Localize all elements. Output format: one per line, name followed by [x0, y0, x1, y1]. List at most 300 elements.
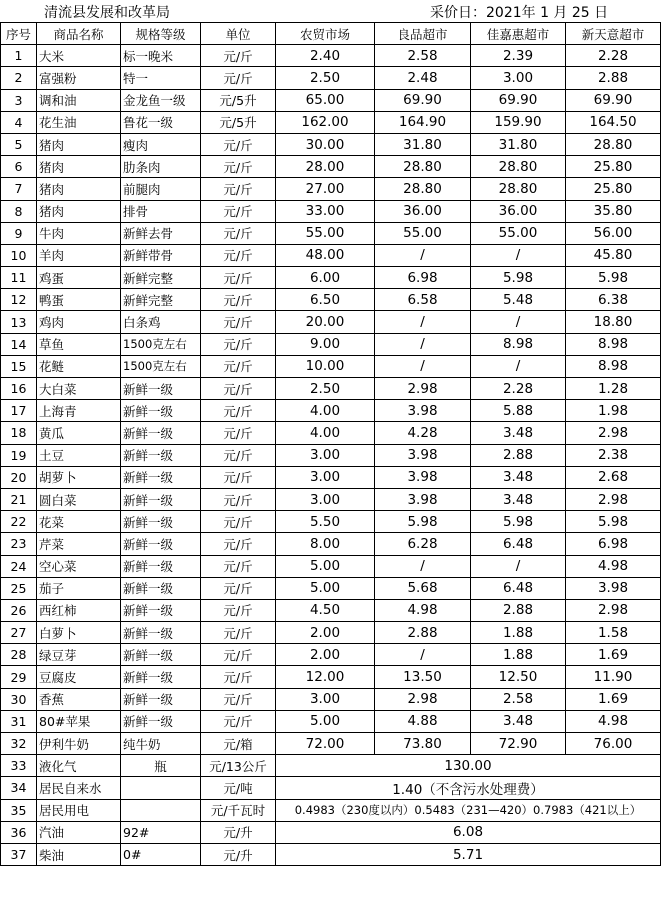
row-number: 13	[1, 311, 37, 333]
price-market: 5.00	[276, 555, 375, 577]
table-row	[1, 111, 661, 133]
price-xintianyi: 4.98	[566, 710, 661, 732]
product-spec: 新鲜一级	[121, 511, 201, 533]
row-number: 19	[1, 444, 37, 466]
price-liangpin: /	[375, 311, 471, 333]
table-header-row	[1, 23, 661, 45]
row-number: 33	[1, 755, 37, 777]
price-market: 27.00	[276, 178, 375, 200]
price-liangpin: 164.90	[375, 111, 471, 133]
table-row	[1, 178, 661, 200]
price-unit: 元/斤	[201, 289, 276, 311]
price-jiajiahui: 3.48	[471, 466, 566, 488]
row-number: 15	[1, 355, 37, 377]
price-market: 8.00	[276, 533, 375, 555]
product-spec: 新鲜一级	[121, 488, 201, 510]
price-market: 2.50	[276, 67, 375, 89]
product-name: 花鲢	[37, 355, 121, 377]
product-spec: 新鲜去骨	[121, 222, 201, 244]
price-xintianyi: 45.80	[566, 244, 661, 266]
table-row	[1, 622, 661, 644]
price-xintianyi: 4.98	[566, 555, 661, 577]
product-name: 茄子	[37, 577, 121, 599]
col-header-liangpin: 良品超市	[375, 23, 471, 45]
product-spec	[121, 799, 201, 821]
row-number: 16	[1, 378, 37, 400]
price-liangpin: 4.98	[375, 599, 471, 621]
row-number: 14	[1, 333, 37, 355]
price-market: 28.00	[276, 156, 375, 178]
price-jiajiahui: 2.58	[471, 688, 566, 710]
price-unit: 元/斤	[201, 133, 276, 155]
table-row-utility	[1, 777, 661, 799]
product-spec: 0#	[121, 843, 201, 865]
price-unit: 元/斤	[201, 378, 276, 400]
product-spec: 新鲜一级	[121, 666, 201, 688]
price-jiajiahui: 2.88	[471, 444, 566, 466]
table-row	[1, 244, 661, 266]
price-liangpin: /	[375, 355, 471, 377]
table-row-utility	[1, 799, 661, 821]
price-market: 12.00	[276, 666, 375, 688]
table-row	[1, 200, 661, 222]
table-row	[1, 89, 661, 111]
price-unit: 元/斤	[201, 622, 276, 644]
price-unit: 元/13公斤	[201, 755, 276, 777]
price-liangpin: 13.50	[375, 666, 471, 688]
price-xintianyi: 1.58	[566, 622, 661, 644]
product-name: 圆白菜	[37, 488, 121, 510]
price-unit: 元/斤	[201, 444, 276, 466]
table-row	[1, 133, 661, 155]
price-jiajiahui: 8.98	[471, 333, 566, 355]
price-unit: 元/5升	[201, 111, 276, 133]
price-liangpin: /	[375, 644, 471, 666]
price-market: 4.50	[276, 599, 375, 621]
merged-price-value: 5.71	[276, 843, 661, 865]
price-market: 9.00	[276, 333, 375, 355]
price-unit: 元/5升	[201, 89, 276, 111]
price-market: 162.00	[276, 111, 375, 133]
row-number: 34	[1, 777, 37, 799]
price-jiajiahui: 69.90	[471, 89, 566, 111]
price-unit: 元/斤	[201, 555, 276, 577]
price-jiajiahui: 31.80	[471, 133, 566, 155]
price-unit: 元/斤	[201, 267, 276, 289]
price-liangpin: 28.80	[375, 178, 471, 200]
table-row	[1, 466, 661, 488]
product-spec: 新鲜一级	[121, 577, 201, 599]
col-header-no: 序号	[1, 23, 37, 45]
table-row	[1, 156, 661, 178]
price-jiajiahui: 6.48	[471, 577, 566, 599]
price-unit: 元/斤	[201, 599, 276, 621]
price-xintianyi: 2.98	[566, 422, 661, 444]
price-market: 6.50	[276, 289, 375, 311]
row-number: 10	[1, 244, 37, 266]
row-number: 26	[1, 599, 37, 621]
product-name: 绿豆芽	[37, 644, 121, 666]
price-unit: 元/斤	[201, 644, 276, 666]
price-xintianyi: 1.69	[566, 644, 661, 666]
product-spec: 新鲜一级	[121, 466, 201, 488]
price-xintianyi: 2.98	[566, 488, 661, 510]
price-market: 5.50	[276, 511, 375, 533]
price-xintianyi: 35.80	[566, 200, 661, 222]
row-number: 20	[1, 466, 37, 488]
product-name: 大米	[37, 45, 121, 67]
price-jiajiahui: /	[471, 355, 566, 377]
col-header-market: 农贸市场	[276, 23, 375, 45]
product-name: 胡萝卜	[37, 466, 121, 488]
price-liangpin: /	[375, 333, 471, 355]
table-row	[1, 533, 661, 555]
price-unit: 元/斤	[201, 688, 276, 710]
table-row	[1, 555, 661, 577]
price-jiajiahui: 3.48	[471, 488, 566, 510]
price-market: 2.50	[276, 378, 375, 400]
price-unit: 元/吨	[201, 777, 276, 799]
col-header-spec: 规格等级	[121, 23, 201, 45]
price-liangpin: 69.90	[375, 89, 471, 111]
row-number: 28	[1, 644, 37, 666]
table-row-utility	[1, 821, 661, 843]
price-liangpin: 28.80	[375, 156, 471, 178]
product-name: 香蕉	[37, 688, 121, 710]
price-liangpin: 6.98	[375, 267, 471, 289]
price-unit: 元/斤	[201, 67, 276, 89]
survey-date: 采价日：2021年 1 月 25 日	[430, 5, 609, 21]
row-number: 23	[1, 533, 37, 555]
row-number: 1	[1, 45, 37, 67]
price-unit: 元/斤	[201, 45, 276, 67]
price-xintianyi: 25.80	[566, 178, 661, 200]
price-liangpin: /	[375, 244, 471, 266]
row-number: 17	[1, 400, 37, 422]
product-spec: 白条鸡	[121, 311, 201, 333]
price-xintianyi: 25.80	[566, 156, 661, 178]
price-xintianyi: 8.98	[566, 333, 661, 355]
price-jiajiahui: 12.50	[471, 666, 566, 688]
table-row	[1, 733, 661, 755]
table-row-utility	[1, 755, 661, 777]
price-unit: 元/斤	[201, 244, 276, 266]
price-xintianyi: 2.98	[566, 599, 661, 621]
price-market: 3.00	[276, 466, 375, 488]
product-spec: 新鲜带骨	[121, 244, 201, 266]
price-xintianyi: 2.88	[566, 67, 661, 89]
row-number: 36	[1, 821, 37, 843]
price-unit: 元/斤	[201, 666, 276, 688]
product-name: 居民用电	[37, 799, 121, 821]
price-market: 2.40	[276, 45, 375, 67]
product-spec: 新鲜一级	[121, 555, 201, 577]
price-jiajiahui: 5.88	[471, 400, 566, 422]
price-unit: 元/斤	[201, 422, 276, 444]
product-spec: 新鲜完整	[121, 289, 201, 311]
price-unit: 元/斤	[201, 200, 276, 222]
price-xintianyi: 6.98	[566, 533, 661, 555]
product-spec: 新鲜一级	[121, 422, 201, 444]
row-number: 5	[1, 133, 37, 155]
price-xintianyi: 1.69	[566, 688, 661, 710]
table-row	[1, 378, 661, 400]
table-row	[1, 45, 661, 67]
price-xintianyi: 28.80	[566, 133, 661, 155]
price-liangpin: 6.58	[375, 289, 471, 311]
price-jiajiahui: 3.00	[471, 67, 566, 89]
table-row	[1, 511, 661, 533]
product-name: 羊肉	[37, 244, 121, 266]
row-number: 35	[1, 799, 37, 821]
price-liangpin: 55.00	[375, 222, 471, 244]
price-unit: 元/斤	[201, 466, 276, 488]
price-xintianyi: 5.98	[566, 267, 661, 289]
product-name: 大白菜	[37, 378, 121, 400]
product-name: 液化气	[37, 755, 121, 777]
product-name: 居民自来水	[37, 777, 121, 799]
product-name: 花生油	[37, 111, 121, 133]
price-unit: 元/斤	[201, 156, 276, 178]
report-header	[0, 0, 661, 22]
price-jiajiahui: 36.00	[471, 200, 566, 222]
price-jiajiahui: 1.88	[471, 622, 566, 644]
price-xintianyi: 2.28	[566, 45, 661, 67]
product-spec: 前腿肉	[121, 178, 201, 200]
org-name: 清流县发展和改革局	[44, 5, 170, 21]
price-jiajiahui: 55.00	[471, 222, 566, 244]
price-xintianyi: 11.90	[566, 666, 661, 688]
price-xintianyi: 1.28	[566, 378, 661, 400]
price-liangpin: 3.98	[375, 466, 471, 488]
price-market: 3.00	[276, 444, 375, 466]
merged-price-value: 1.40（不含污水处理费）	[276, 777, 661, 799]
product-name: 鸡肉	[37, 311, 121, 333]
product-spec: 新鲜一级	[121, 400, 201, 422]
price-market: 2.00	[276, 622, 375, 644]
col-header-jiajiahui: 佳嘉惠超市	[471, 23, 566, 45]
product-spec: 瘦肉	[121, 133, 201, 155]
price-jiajiahui: 28.80	[471, 156, 566, 178]
price-market: 4.00	[276, 422, 375, 444]
price-liangpin: 3.98	[375, 488, 471, 510]
price-market: 72.00	[276, 733, 375, 755]
price-liangpin: /	[375, 555, 471, 577]
product-name: 黄瓜	[37, 422, 121, 444]
price-jiajiahui: 5.98	[471, 511, 566, 533]
price-jiajiahui: 5.98	[471, 267, 566, 289]
product-name: 鸭蛋	[37, 289, 121, 311]
product-spec: 新鲜完整	[121, 267, 201, 289]
price-jiajiahui: 28.80	[471, 178, 566, 200]
price-xintianyi: 18.80	[566, 311, 661, 333]
price-xintianyi: 8.98	[566, 355, 661, 377]
price-liangpin: 4.88	[375, 710, 471, 732]
table-row	[1, 222, 661, 244]
row-number: 18	[1, 422, 37, 444]
price-jiajiahui: /	[471, 311, 566, 333]
table-row	[1, 67, 661, 89]
price-liangpin: 2.88	[375, 622, 471, 644]
price-xintianyi: 164.50	[566, 111, 661, 133]
price-jiajiahui: /	[471, 244, 566, 266]
table-row	[1, 666, 661, 688]
price-market: 30.00	[276, 133, 375, 155]
price-jiajiahui: 6.48	[471, 533, 566, 555]
product-name: 伊利牛奶	[37, 733, 121, 755]
product-spec	[121, 777, 201, 799]
row-number: 2	[1, 67, 37, 89]
table-row	[1, 488, 661, 510]
product-spec: 新鲜一级	[121, 710, 201, 732]
price-unit: 元/斤	[201, 488, 276, 510]
product-spec: 92#	[121, 821, 201, 843]
price-xintianyi: 2.68	[566, 466, 661, 488]
table-row	[1, 710, 661, 732]
table-row	[1, 333, 661, 355]
price-unit: 元/斤	[201, 222, 276, 244]
price-unit: 元/斤	[201, 533, 276, 555]
row-number: 22	[1, 511, 37, 533]
product-name: 猪肉	[37, 178, 121, 200]
row-number: 11	[1, 267, 37, 289]
price-jiajiahui: 5.48	[471, 289, 566, 311]
product-spec: 新鲜一级	[121, 378, 201, 400]
row-number: 9	[1, 222, 37, 244]
product-spec: 金龙鱼一级	[121, 89, 201, 111]
price-liangpin: 2.58	[375, 45, 471, 67]
table-row	[1, 289, 661, 311]
price-liangpin: 36.00	[375, 200, 471, 222]
product-spec: 特一	[121, 67, 201, 89]
product-spec: 1500克左右	[121, 355, 201, 377]
product-name: 草鱼	[37, 333, 121, 355]
price-liangpin: 73.80	[375, 733, 471, 755]
price-jiajiahui: 3.48	[471, 710, 566, 732]
merged-price-value: 6.08	[276, 821, 661, 843]
table-row	[1, 688, 661, 710]
price-jiajiahui: /	[471, 555, 566, 577]
product-name: 富强粉	[37, 67, 121, 89]
product-name: 土豆	[37, 444, 121, 466]
row-number: 37	[1, 843, 37, 865]
price-market: 65.00	[276, 89, 375, 111]
price-unit: 元/斤	[201, 710, 276, 732]
price-xintianyi: 1.98	[566, 400, 661, 422]
product-spec: 标一晚米	[121, 45, 201, 67]
col-header-name: 商品名称	[37, 23, 121, 45]
price-liangpin: 6.28	[375, 533, 471, 555]
price-market: 20.00	[276, 311, 375, 333]
price-market: 6.00	[276, 267, 375, 289]
price-market: 33.00	[276, 200, 375, 222]
row-number: 24	[1, 555, 37, 577]
col-header-xintianyi: 新天意超市	[566, 23, 661, 45]
product-name: 猪肉	[37, 133, 121, 155]
row-number: 3	[1, 89, 37, 111]
row-number: 4	[1, 111, 37, 133]
product-name: 西红柿	[37, 599, 121, 621]
price-xintianyi: 56.00	[566, 222, 661, 244]
product-spec: 瓶	[121, 755, 201, 777]
price-liangpin: 2.98	[375, 378, 471, 400]
table-row	[1, 599, 661, 621]
price-xintianyi: 5.98	[566, 511, 661, 533]
price-market: 5.00	[276, 577, 375, 599]
merged-price-value: 130.00	[276, 755, 661, 777]
product-name: 80#苹果	[37, 710, 121, 732]
product-spec: 鲁花一级	[121, 111, 201, 133]
product-name: 柴油	[37, 843, 121, 865]
price-liangpin: 3.98	[375, 444, 471, 466]
price-liangpin: 2.98	[375, 688, 471, 710]
row-number: 30	[1, 688, 37, 710]
price-market: 3.00	[276, 688, 375, 710]
table-row	[1, 355, 661, 377]
table-row	[1, 400, 661, 422]
product-spec: 新鲜一级	[121, 644, 201, 666]
price-unit: 元/升	[201, 843, 276, 865]
product-spec: 新鲜一级	[121, 599, 201, 621]
price-unit: 元/斤	[201, 355, 276, 377]
table-row	[1, 311, 661, 333]
price-xintianyi: 3.98	[566, 577, 661, 599]
product-spec: 新鲜一级	[121, 533, 201, 555]
price-market: 3.00	[276, 488, 375, 510]
product-name: 上海青	[37, 400, 121, 422]
price-jiajiahui: 1.88	[471, 644, 566, 666]
product-name: 猪肉	[37, 200, 121, 222]
product-spec: 新鲜一级	[121, 688, 201, 710]
price-jiajiahui: 2.39	[471, 45, 566, 67]
row-number: 32	[1, 733, 37, 755]
table-row	[1, 267, 661, 289]
product-name: 豆腐皮	[37, 666, 121, 688]
row-number: 25	[1, 577, 37, 599]
price-unit: 元/斤	[201, 311, 276, 333]
table-row	[1, 444, 661, 466]
price-unit: 元/斤	[201, 178, 276, 200]
product-name: 芹菜	[37, 533, 121, 555]
row-number: 12	[1, 289, 37, 311]
row-number: 8	[1, 200, 37, 222]
price-unit: 元/箱	[201, 733, 276, 755]
product-spec: 肋条肉	[121, 156, 201, 178]
product-name: 白萝卜	[37, 622, 121, 644]
price-jiajiahui: 159.90	[471, 111, 566, 133]
price-market: 4.00	[276, 400, 375, 422]
product-name: 汽油	[37, 821, 121, 843]
price-unit: 元/斤	[201, 333, 276, 355]
price-jiajiahui: 2.88	[471, 599, 566, 621]
table-row	[1, 422, 661, 444]
row-number: 31	[1, 710, 37, 732]
price-market: 10.00	[276, 355, 375, 377]
table-row-utility	[1, 843, 661, 865]
row-number: 6	[1, 156, 37, 178]
product-name: 鸡蛋	[37, 267, 121, 289]
price-jiajiahui: 72.90	[471, 733, 566, 755]
price-table	[0, 22, 661, 866]
product-name: 猪肉	[37, 156, 121, 178]
price-liangpin: 2.48	[375, 67, 471, 89]
price-liangpin: 5.98	[375, 511, 471, 533]
price-unit: 元/斤	[201, 400, 276, 422]
product-spec: 新鲜一级	[121, 444, 201, 466]
price-market: 5.00	[276, 710, 375, 732]
price-market: 2.00	[276, 644, 375, 666]
price-jiajiahui: 2.28	[471, 378, 566, 400]
